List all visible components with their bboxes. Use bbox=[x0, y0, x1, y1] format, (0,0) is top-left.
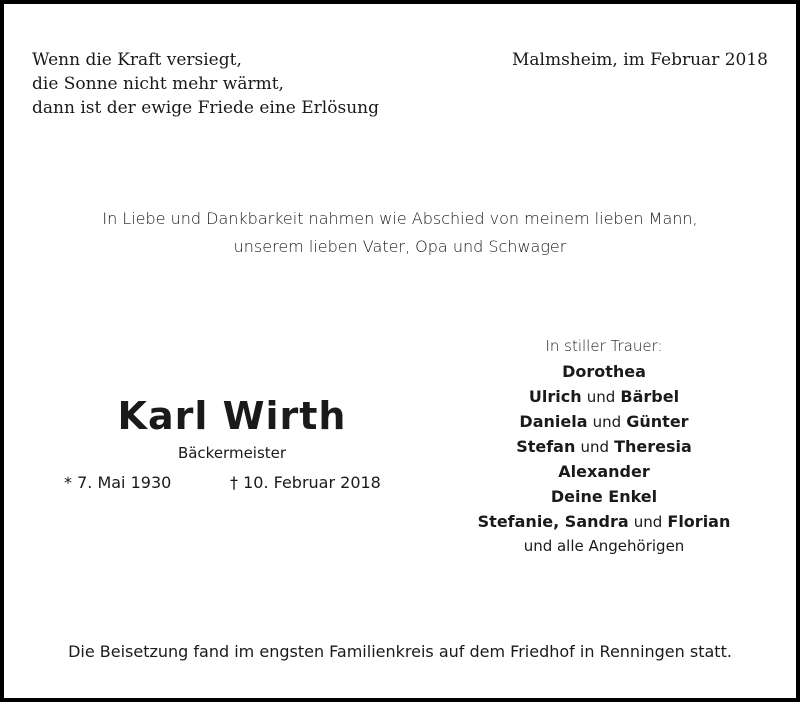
mourner-name: Deine Enkel bbox=[550, 487, 658, 506]
mourners-closing: und alle Angehörigen bbox=[523, 537, 685, 555]
mourner-name: Alexander bbox=[558, 462, 650, 481]
mourners-list bbox=[444, 334, 764, 559]
intro-text bbox=[4, 205, 796, 261]
intro-line-1: In Liebe und Dankbarkeit nahmen wie Abschied von meinem lieben Mann, bbox=[102, 209, 698, 228]
death-date: † 10. Februar 2018 bbox=[230, 473, 381, 492]
mourner-name: Stefan bbox=[516, 437, 576, 456]
mourners-heading: In stiller Trauer: bbox=[545, 337, 663, 355]
mourner-row bbox=[444, 484, 764, 509]
poem-line-1: Wenn die Kraft versiegt, bbox=[32, 50, 242, 70]
mourner-conjunction: und bbox=[592, 413, 622, 431]
deceased-profession: Bäckermeister bbox=[177, 444, 287, 462]
mourner-row bbox=[444, 434, 764, 459]
mourner-name: Günter bbox=[626, 412, 689, 431]
poem-line-2: die Sonne nicht mehr wärmt, bbox=[32, 74, 284, 94]
mourner-row bbox=[444, 384, 764, 409]
poem bbox=[32, 48, 379, 120]
mourner-name: Dorothea bbox=[562, 362, 646, 381]
mourner-row bbox=[444, 359, 764, 384]
mourner-row bbox=[444, 459, 764, 484]
birth-date: * 7. Mai 1930 bbox=[64, 473, 172, 492]
mourner-row bbox=[444, 409, 764, 434]
mourner-name: Daniela bbox=[519, 412, 588, 431]
deceased-name: Karl Wirth bbox=[117, 394, 347, 438]
mourner-name: Bärbel bbox=[620, 387, 680, 406]
mourner-conjunction: und bbox=[586, 388, 616, 406]
mourner-name: Stefanie, Sandra bbox=[477, 512, 629, 531]
mourner-conjunction: und bbox=[580, 438, 609, 456]
place-date: Malmsheim, im Februar 2018 bbox=[512, 50, 768, 70]
mourner-name: Florian bbox=[667, 512, 731, 531]
mourner-row bbox=[444, 509, 764, 534]
poem-line-3: dann ist der ewige Friede eine Erlösung bbox=[32, 98, 379, 118]
mourner-conjunction: und bbox=[633, 513, 663, 531]
burial-note: Die Beisetzung fand im engsten Familienkreis auf dem Friedhof in Renningen statt. bbox=[68, 642, 732, 661]
mourner-name: Ulrich bbox=[528, 387, 582, 406]
intro-line-2: unserem lieben Vater, Opa und Schwager bbox=[233, 237, 567, 256]
mourner-name: Theresia bbox=[614, 437, 692, 456]
